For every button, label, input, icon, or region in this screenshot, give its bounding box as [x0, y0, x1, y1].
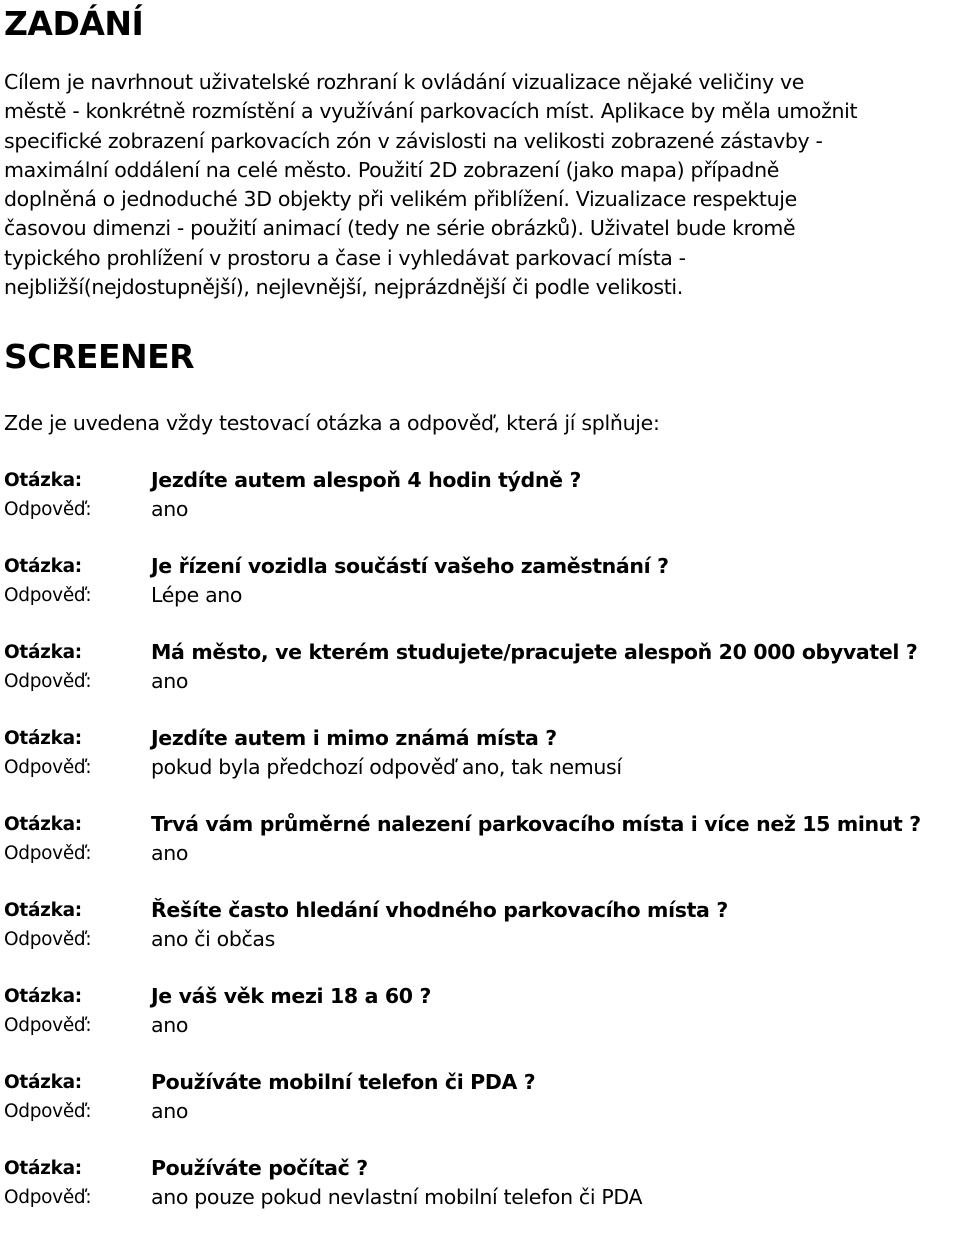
question-label: Otázka: — [4, 556, 82, 577]
screener-intro: Zde je uvedena vždy testovací otázka a odpověď, která jí splňuje: — [4, 411, 660, 435]
answer-row — [4, 667, 959, 696]
question-label: Otázka: — [4, 900, 82, 921]
answer-text: Lépe ano — [151, 583, 243, 607]
screener-item — [4, 896, 959, 982]
answer-row — [4, 581, 959, 610]
question-row — [4, 552, 959, 581]
answer-text: ano — [151, 669, 189, 693]
answer-text: ano — [151, 841, 189, 865]
screener-question-list — [4, 466, 959, 1240]
answer-label: Odpověď: — [4, 585, 92, 606]
answer-row — [4, 1097, 959, 1126]
answer-row — [4, 925, 959, 954]
question-text: Používáte počítač ? — [151, 1156, 368, 1180]
screener-item — [4, 466, 959, 552]
question-label: Otázka: — [4, 1158, 82, 1179]
question-row — [4, 638, 959, 667]
question-text: Jezdíte autem alespoň 4 hodin týdně ? — [151, 468, 582, 492]
question-label: Otázka: — [4, 814, 82, 835]
answer-text: ano — [151, 1013, 189, 1037]
section-title-screener: SCREENER — [4, 337, 195, 376]
paragraph-line: maximální oddálení na celé město. Použití 2D zobrazení (jako mapa) případně — [4, 157, 779, 182]
question-row — [4, 896, 959, 925]
answer-label: Odpověď: — [4, 757, 92, 778]
answer-row — [4, 839, 959, 868]
question-row — [4, 1154, 959, 1183]
paragraph-line: doplněná o jednoduché 3D objekty při velikém přiblížení. Vizualizace respektuje — [4, 187, 797, 212]
answer-label: Odpověď: — [4, 929, 92, 950]
answer-label: Odpověď: — [4, 671, 92, 692]
question-label: Otázka: — [4, 986, 82, 1007]
question-text: Trvá vám průměrné nalezení parkovacího místa i více než 15 minut ? — [151, 812, 921, 836]
paragraph-line: typického prohlížení v prostoru a čase i vyhledávat parkovací místa - — [4, 245, 686, 270]
screener-item — [4, 638, 959, 724]
question-label: Otázka: — [4, 1072, 82, 1093]
answer-text: ano — [151, 1099, 189, 1123]
answer-text: ano — [151, 497, 189, 521]
screener-item — [4, 1154, 959, 1240]
answer-label: Odpověď: — [4, 1187, 92, 1208]
answer-text: pokud byla předchozí odpověď ano, tak nemusí — [151, 755, 622, 779]
assignment-paragraph — [4, 68, 959, 302]
question-row — [4, 982, 959, 1011]
question-text: Řešíte často hledání vhodného parkovacího místa ? — [151, 898, 728, 922]
paragraph-line: specifické zobrazení parkovacích zón v závislosti na velikosti zobrazené zástavby - — [4, 128, 823, 153]
question-row — [4, 810, 959, 839]
screener-item — [4, 810, 959, 896]
answer-row — [4, 1183, 959, 1212]
answer-label: Odpověď: — [4, 1101, 92, 1122]
screener-item — [4, 552, 959, 638]
screener-item — [4, 724, 959, 810]
paragraph-line: městě - konkrétně rozmístění a využívání parkovacích míst. Aplikace by měla umožnit — [4, 99, 858, 124]
question-label: Otázka: — [4, 642, 82, 663]
question-text: Jezdíte autem i mimo známá místa ? — [151, 726, 557, 750]
answer-row — [4, 753, 959, 782]
screener-item — [4, 1068, 959, 1154]
answer-row — [4, 1011, 959, 1040]
answer-text: ano pouze pokud nevlastní mobilní telefon či PDA — [151, 1185, 643, 1209]
question-row — [4, 724, 959, 753]
paragraph-line: časovou dimenzi - použití animací (tedy ne série obrázků). Uživatel bude kromě — [4, 216, 796, 241]
question-label: Otázka: — [4, 728, 82, 749]
question-text: Používáte mobilní telefon či PDA ? — [151, 1070, 536, 1094]
screener-item — [4, 982, 959, 1068]
question-row — [4, 1068, 959, 1097]
answer-label: Odpověď: — [4, 1015, 92, 1036]
question-text: Je řízení vozidla součástí vašeho zaměstnání ? — [151, 554, 669, 578]
question-text: Má město, ve kterém studujete/pracujete alespoň 20 000 obyvatel ? — [151, 640, 918, 664]
answer-label: Odpověď: — [4, 843, 92, 864]
question-text: Je váš věk mezi 18 a 60 ? — [151, 984, 432, 1008]
answer-text: ano či občas — [151, 927, 275, 951]
section-title-zadani: ZADÁNÍ — [4, 4, 144, 43]
paragraph-line: Cílem je navrhnout uživatelské rozhraní k ovládání vizualizace nějaké veličiny ve — [4, 70, 804, 94]
question-label: Otázka: — [4, 470, 82, 491]
question-row — [4, 466, 959, 495]
answer-label: Odpověď: — [4, 499, 92, 520]
answer-row — [4, 495, 959, 524]
paragraph-line: nejbližší(nejdostupnější), nejlevnější, nejprázdnější či podle velikosti. — [4, 275, 683, 300]
